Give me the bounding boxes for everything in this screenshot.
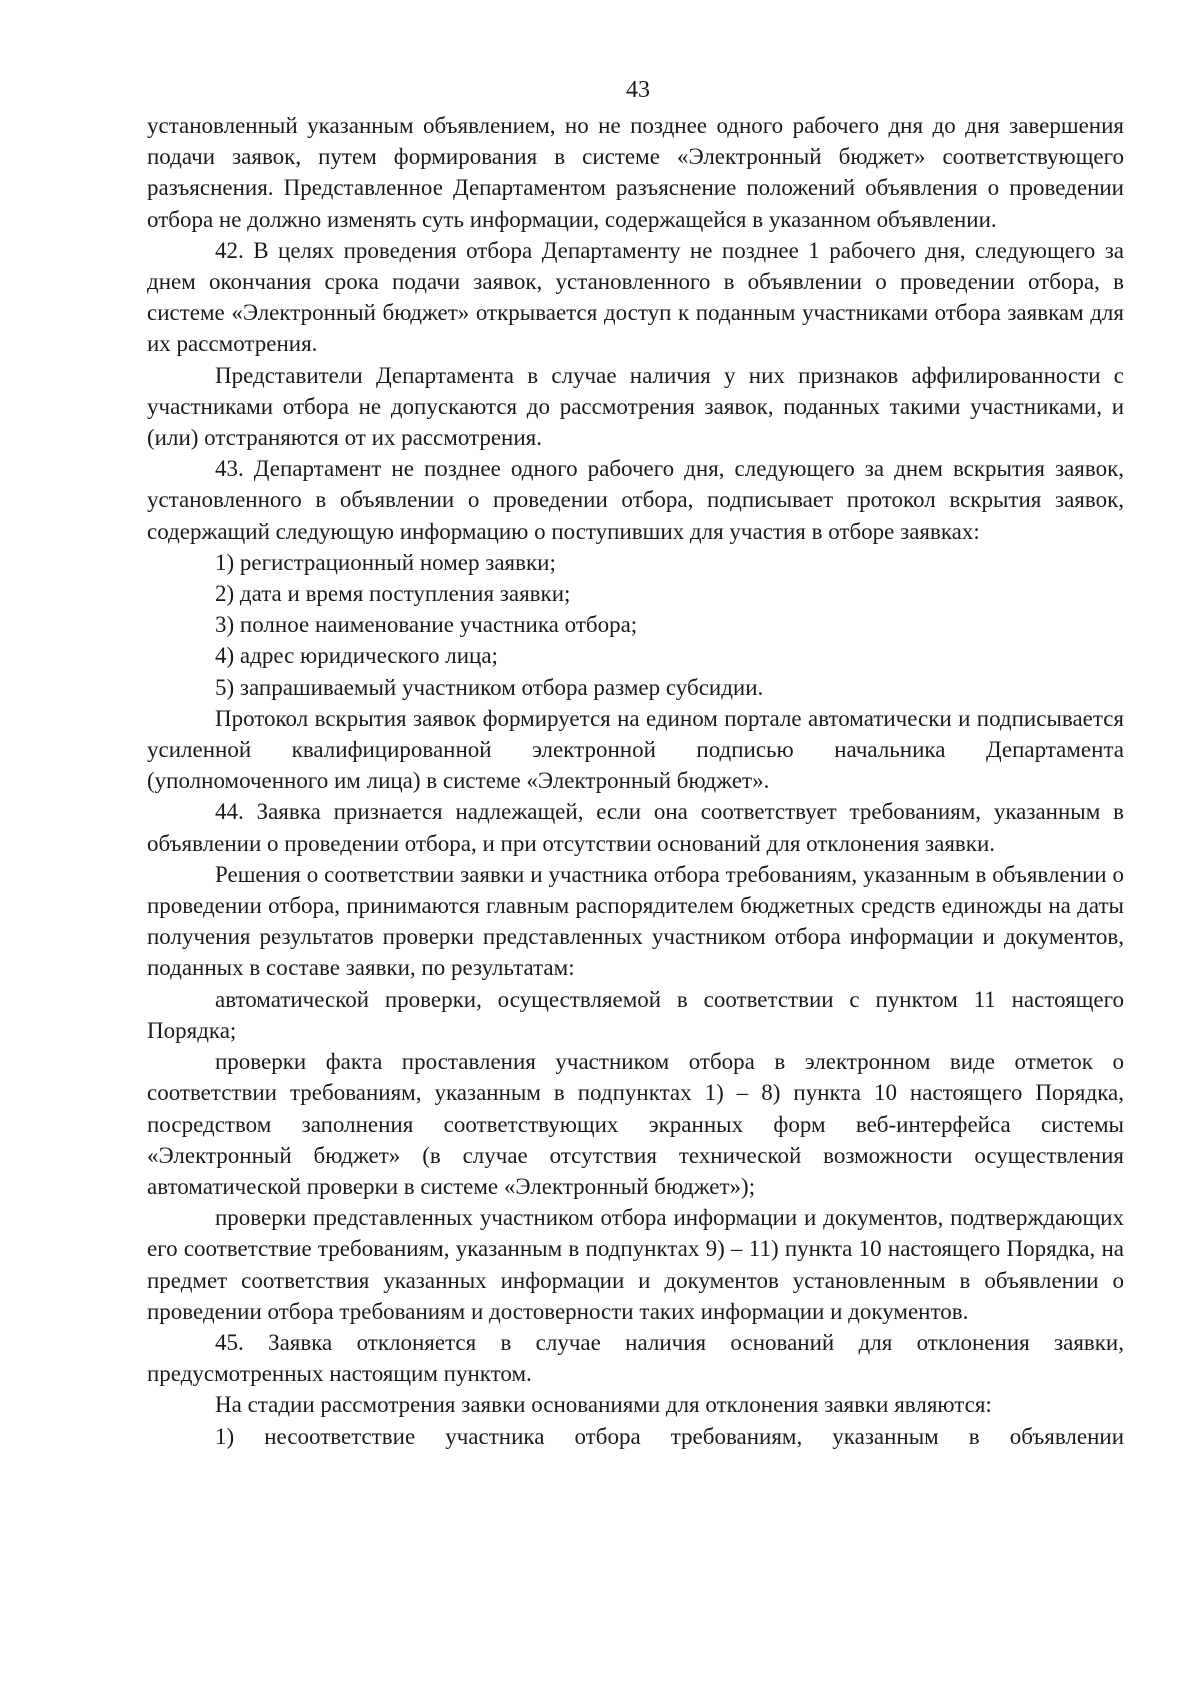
paragraph-documents-check: проверки представленных участником отбора информации и документов, подтверждающих его соответствие требованиям, указанным в подпунктах 9) – 11) пункта 10 настоящего Порядка, на предмет соответствия указанных информации и документов установленным в объявлении о проведении отбора требованиям и достоверности таких информации и документов. [147, 1205, 1124, 1324]
paragraph-44: 44. Заявка признается надлежащей, если она соответствует требованиям, указанным в объявлении о проведении отбора, и при отсутствии оснований для отклонения заявки. [147, 799, 1124, 856]
page-number: 43 [626, 77, 650, 103]
paragraph-45: 45. Заявка отклоняется в случае наличия оснований для отклонения заявки, предусмотренных настоящим пунктом. [147, 1329, 1124, 1387]
paragraph-43: 43. Департамент не позднее одного рабочего дня, следующего за днем вскрытия заявок, установленного в объявлении о проведении отбора, подписывает протокол вскрытия заявок, содержащий следующую информацию о поступивших для участия в отборе заявках: [147, 456, 1124, 544]
paragraph-continuation: установленный указанным объявлением, но не позднее одного рабочего дня до дня завершения подачи заявок, путем формирования в системе «Электронный бюджет» соответствующего разъяснения. Представленное Департаментом разъяснение положений объявления о проведении отбора не должно изменять суть информации, содержащейся в указанном объявлении. [147, 113, 1124, 232]
paragraph-rejection-grounds: На стадии рассмотрения заявки основаниями для отклонения заявки являются: [215, 1392, 992, 1418]
list-item: 2) дата и время поступления заявки; [215, 581, 571, 607]
paragraph-42: 42. В целях проведения отбора Департаменту не позднее 1 рабочего дня, следующего за днем окончания срока подачи заявок, установленного в объявлении о проведении отбора, в системе «Электронный бюджет» открывается доступ к поданным участниками отбора заявкам для их рассмотрения. [147, 237, 1124, 357]
paragraph-representatives: Представители Департамента в случае наличия у них признаков аффилированности с участниками отбора не допускаются до рассмотрения заявок, поданных такими участниками, и (или) отстраняются от их рассмотрения. [147, 362, 1124, 451]
paragraph-decisions: Решения о соответствии заявки и участника отбора требованиям, указанным в объявлении о проведении отбора, принимаются главным распорядителем бюджетных средств единожды на даты получения результатов проверки представленных участником отбора информации и документов, поданных в составе заявки, по результатам: [147, 861, 1124, 981]
list-item: 1) регистрационный номер заявки; [215, 549, 556, 575]
list-item: 1) несоответствие участника отбора требованиям, указанным в объявлении [215, 1423, 1124, 1449]
list-item: 3) полное наименование участника отбора; [215, 612, 638, 638]
list-item: 5) запрашиваемый участником отбора размер субсидии. [215, 674, 764, 700]
list-item: 4) адрес юридического лица; [215, 643, 498, 669]
paragraph-protocol: Протокол вскрытия заявок формируется на едином портале автоматически и подписывается усиленной квалифицированной электронной подписью начальника Департамента (уполномоченного им лица) в системе «Электронный бюджет». [147, 705, 1124, 794]
paragraph-marks-check: проверки факта проставления участником отбора в электронном виде отметок о соответствии требованиям, указанным в подпунктах 1) – 8) пункта 10 настоящего Порядка, посредством заполнения соответствующих экранных форм веб-интерфейса системы «Электронный бюджет» (в случае отсутствия технической возможности осуществления автоматической проверки в системе «Электронный бюджет»); [147, 1049, 1124, 1199]
paragraph-auto-check: автоматической проверки, осуществляемой в соответствии с пунктом 11 настоящего Порядка; [147, 986, 1124, 1043]
